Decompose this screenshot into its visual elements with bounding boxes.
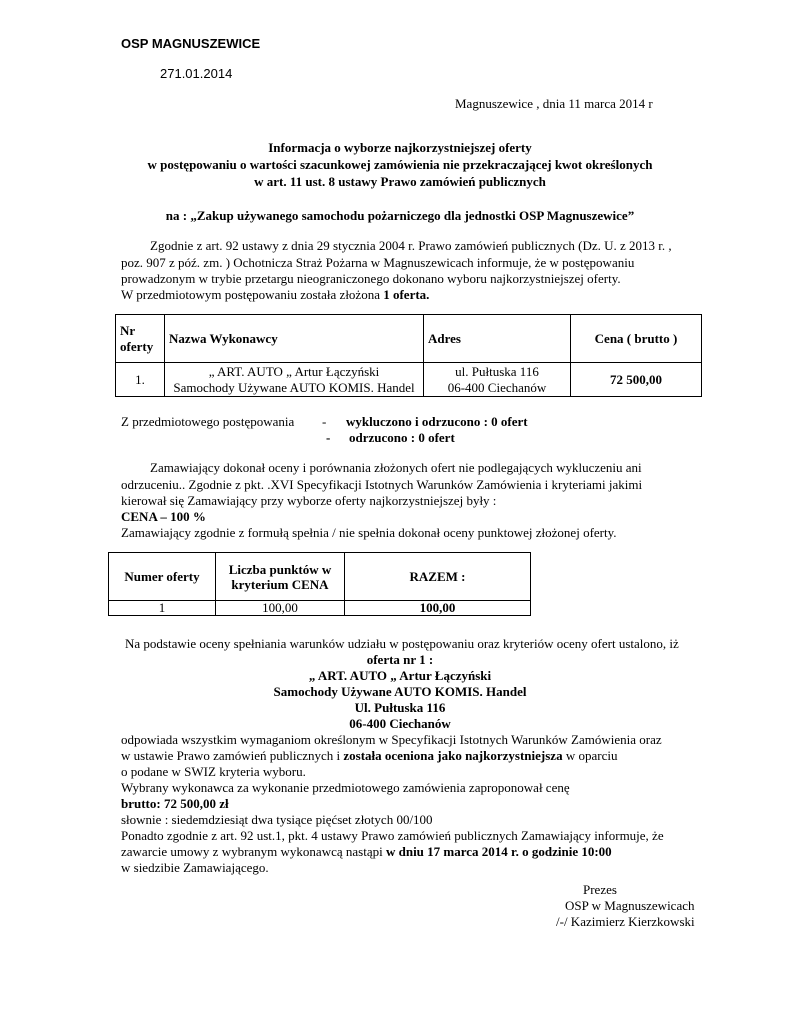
decision-paragraph-2 — [121, 748, 617, 764]
excluded-prefix: Z przedmiotowego postępowania — [121, 414, 295, 429]
decision-p2-pre: w ustawie Prawo zamówień publicznych i — [121, 748, 341, 763]
excluded-line-2: odrzucono : 0 ofert — [349, 430, 455, 445]
cell-score-points: 100,00 — [216, 601, 345, 616]
intro-offers-text: W przedmiotowym postępowaniu została złożona — [121, 287, 380, 302]
organization-header: OSP MAGNUSZEWICE — [121, 36, 261, 51]
header-cena-brutto: Cena ( brutto ) — [571, 315, 702, 363]
evaluation-criterion: CENA – 100 % — [121, 509, 206, 524]
signature-name: /-/ Kazimierz Kierzkowski — [556, 914, 695, 929]
evaluation-line-1: Zamawiający dokonał oceny i porównania złożonych ofert nie podlegających wykluczeniu ani — [150, 460, 642, 475]
table-row — [109, 601, 531, 616]
cell-score-offer-number: 1 — [109, 601, 216, 616]
header-numer-oferty: Numer oferty — [109, 553, 216, 601]
decision-p8-pre: zawarcie umowy z wybranym wykonawcą nastąpi — [121, 844, 383, 859]
cell-score-total: 100,00 — [345, 601, 531, 616]
decision-paragraph-4: Wybrany wykonawca za wykonanie przedmiotowego zamówienia zaproponował cenę — [121, 780, 570, 795]
intro-line-1: Zgodnie z art. 92 ustawy z dnia 29 stycznia 2004 r. Prawo zamówień publicznych (Dz. U. z 2013 r. , — [150, 238, 672, 253]
decision-paragraph-1: odpowiada wszystkim wymaganiom określonym w Specyfikacji Istotnych Warunków Zamówienia oraz — [121, 732, 662, 747]
decision-city: 06-400 Ciechanów — [349, 716, 451, 731]
address-line-2: 06-400 Ciechanów — [447, 379, 547, 395]
decision-paragraph-7: Ponadto zgodnie z art. 92 ust.1, pkt. 4 ustawy Prawo zamówień publicznych Zamawiający informuje, że — [121, 828, 664, 843]
decision-paragraph-9: w siedzibie Zamawiającego. — [121, 860, 269, 875]
decision-contract-date: w dniu 17 marca 2014 r. o godzinie 10:00 — [385, 844, 612, 859]
decision-street: Ul. Pułtuska 116 — [354, 700, 446, 715]
scoring-table — [108, 552, 531, 616]
contract-subject: na : „Zakup używanego samochodu pożarniczego dla jednostki OSP Magnuszewice” — [165, 208, 635, 223]
decision-contractor-name-1: „ ART. AUTO „ Artur Łączyński — [308, 668, 492, 683]
header-liczba-punktow: Liczba punktów w kryterium CENA — [216, 553, 345, 601]
excluded-dash-1: - — [322, 414, 327, 429]
decision-p2-post: w oparciu — [565, 748, 618, 763]
evaluation-line-2: odrzuceniu.. Zgodnie z pkt. .XVI Specyfikacji Istotnych Warunków Zamówienia i kryteriami jakimi — [121, 477, 643, 492]
table-row — [116, 363, 702, 397]
header-razem: RAZEM : — [345, 553, 531, 601]
title-line-1: Informacja o wyborze najkorzystniejszej oferty — [268, 140, 532, 155]
signature-role: Prezes — [583, 882, 617, 897]
decision-offer-number: oferta nr 1 : — [366, 652, 434, 667]
place-date: Magnuszewice , dnia 11 marca 2014 r — [455, 96, 653, 111]
header-adres: Adres — [424, 315, 571, 363]
header-nr-oferty: Nr oferty — [116, 315, 165, 363]
contractor-name-line-2: Samochody Używane AUTO KOMIS. Handel — [173, 379, 415, 395]
evaluation-line-3: kierował się Zamawiający przy wyborze oferty najkorzystniejszej były : — [121, 493, 497, 508]
excluded-line-1: wykluczono i odrzucono : 0 ofert — [346, 414, 528, 429]
cell-contractor-name — [165, 363, 424, 397]
offers-table — [115, 314, 702, 397]
intro-line-3: prowadzonym w trybie przetargu nieograniczonego dokonano wyboru najkorzystniejszej oferty. — [121, 271, 621, 286]
offers-table-header-row — [116, 315, 702, 363]
title-line-2: w postępowaniu o wartości szacunkowej zamówienia nie przekraczającej kwot określonych — [147, 157, 653, 172]
intro-line-2: poz. 907 z póź. zm. ) Ochotnicza Straż Pożarna w Magnuszewicach informuje, że w postępowaniu — [121, 255, 635, 270]
header-nazwa-wykonawcy: Nazwa Wykonawcy — [165, 315, 424, 363]
decision-contractor-name-2: Samochody Używane AUTO KOMIS. Handel — [273, 684, 527, 699]
decision-p2-bold: została oceniona jako najkorzystniejsza — [343, 748, 563, 763]
cell-address — [424, 363, 571, 397]
cell-offer-number: 1. — [116, 363, 165, 397]
contractor-name-line-1: „ ART. AUTO „ Artur Łączyński — [208, 363, 380, 379]
signature-organization: OSP w Magnuszewicach — [565, 898, 695, 913]
title-line-3: w art. 11 ust. 8 ustawy Prawo zamówień publicznych — [254, 174, 546, 189]
decision-gross-price: brutto: 72 500,00 zł — [121, 796, 229, 811]
decision-price-in-words: słownie : siedemdziesiąt dwa tysiące pięćset złotych 00/100 — [121, 812, 433, 827]
decision-paragraph-3: o podane w SWIZ kryteria wyboru. — [121, 764, 306, 779]
cell-price: 72 500,00 — [571, 363, 702, 397]
intro-line-4 — [121, 287, 429, 303]
evaluation-line-5: Zamawiający zgodnie z formułą spełnia / nie spełnia dokonał oceny punktowej złożonej oferty. — [121, 525, 617, 540]
reference-number: 271.01.2014 — [160, 66, 233, 81]
scoring-table-header-row — [109, 553, 531, 601]
decision-paragraph-8 — [121, 844, 612, 860]
address-line-1: ul. Pułtuska 116 — [455, 363, 539, 379]
intro-offers-count: 1 oferta. — [383, 287, 430, 302]
excluded-dash-2: - — [326, 430, 331, 445]
decision-intro: Na podstawie oceny spełniania warunków udziału w postępowaniu oraz kryteriów oceny ofert ustalono, iż — [125, 636, 679, 651]
